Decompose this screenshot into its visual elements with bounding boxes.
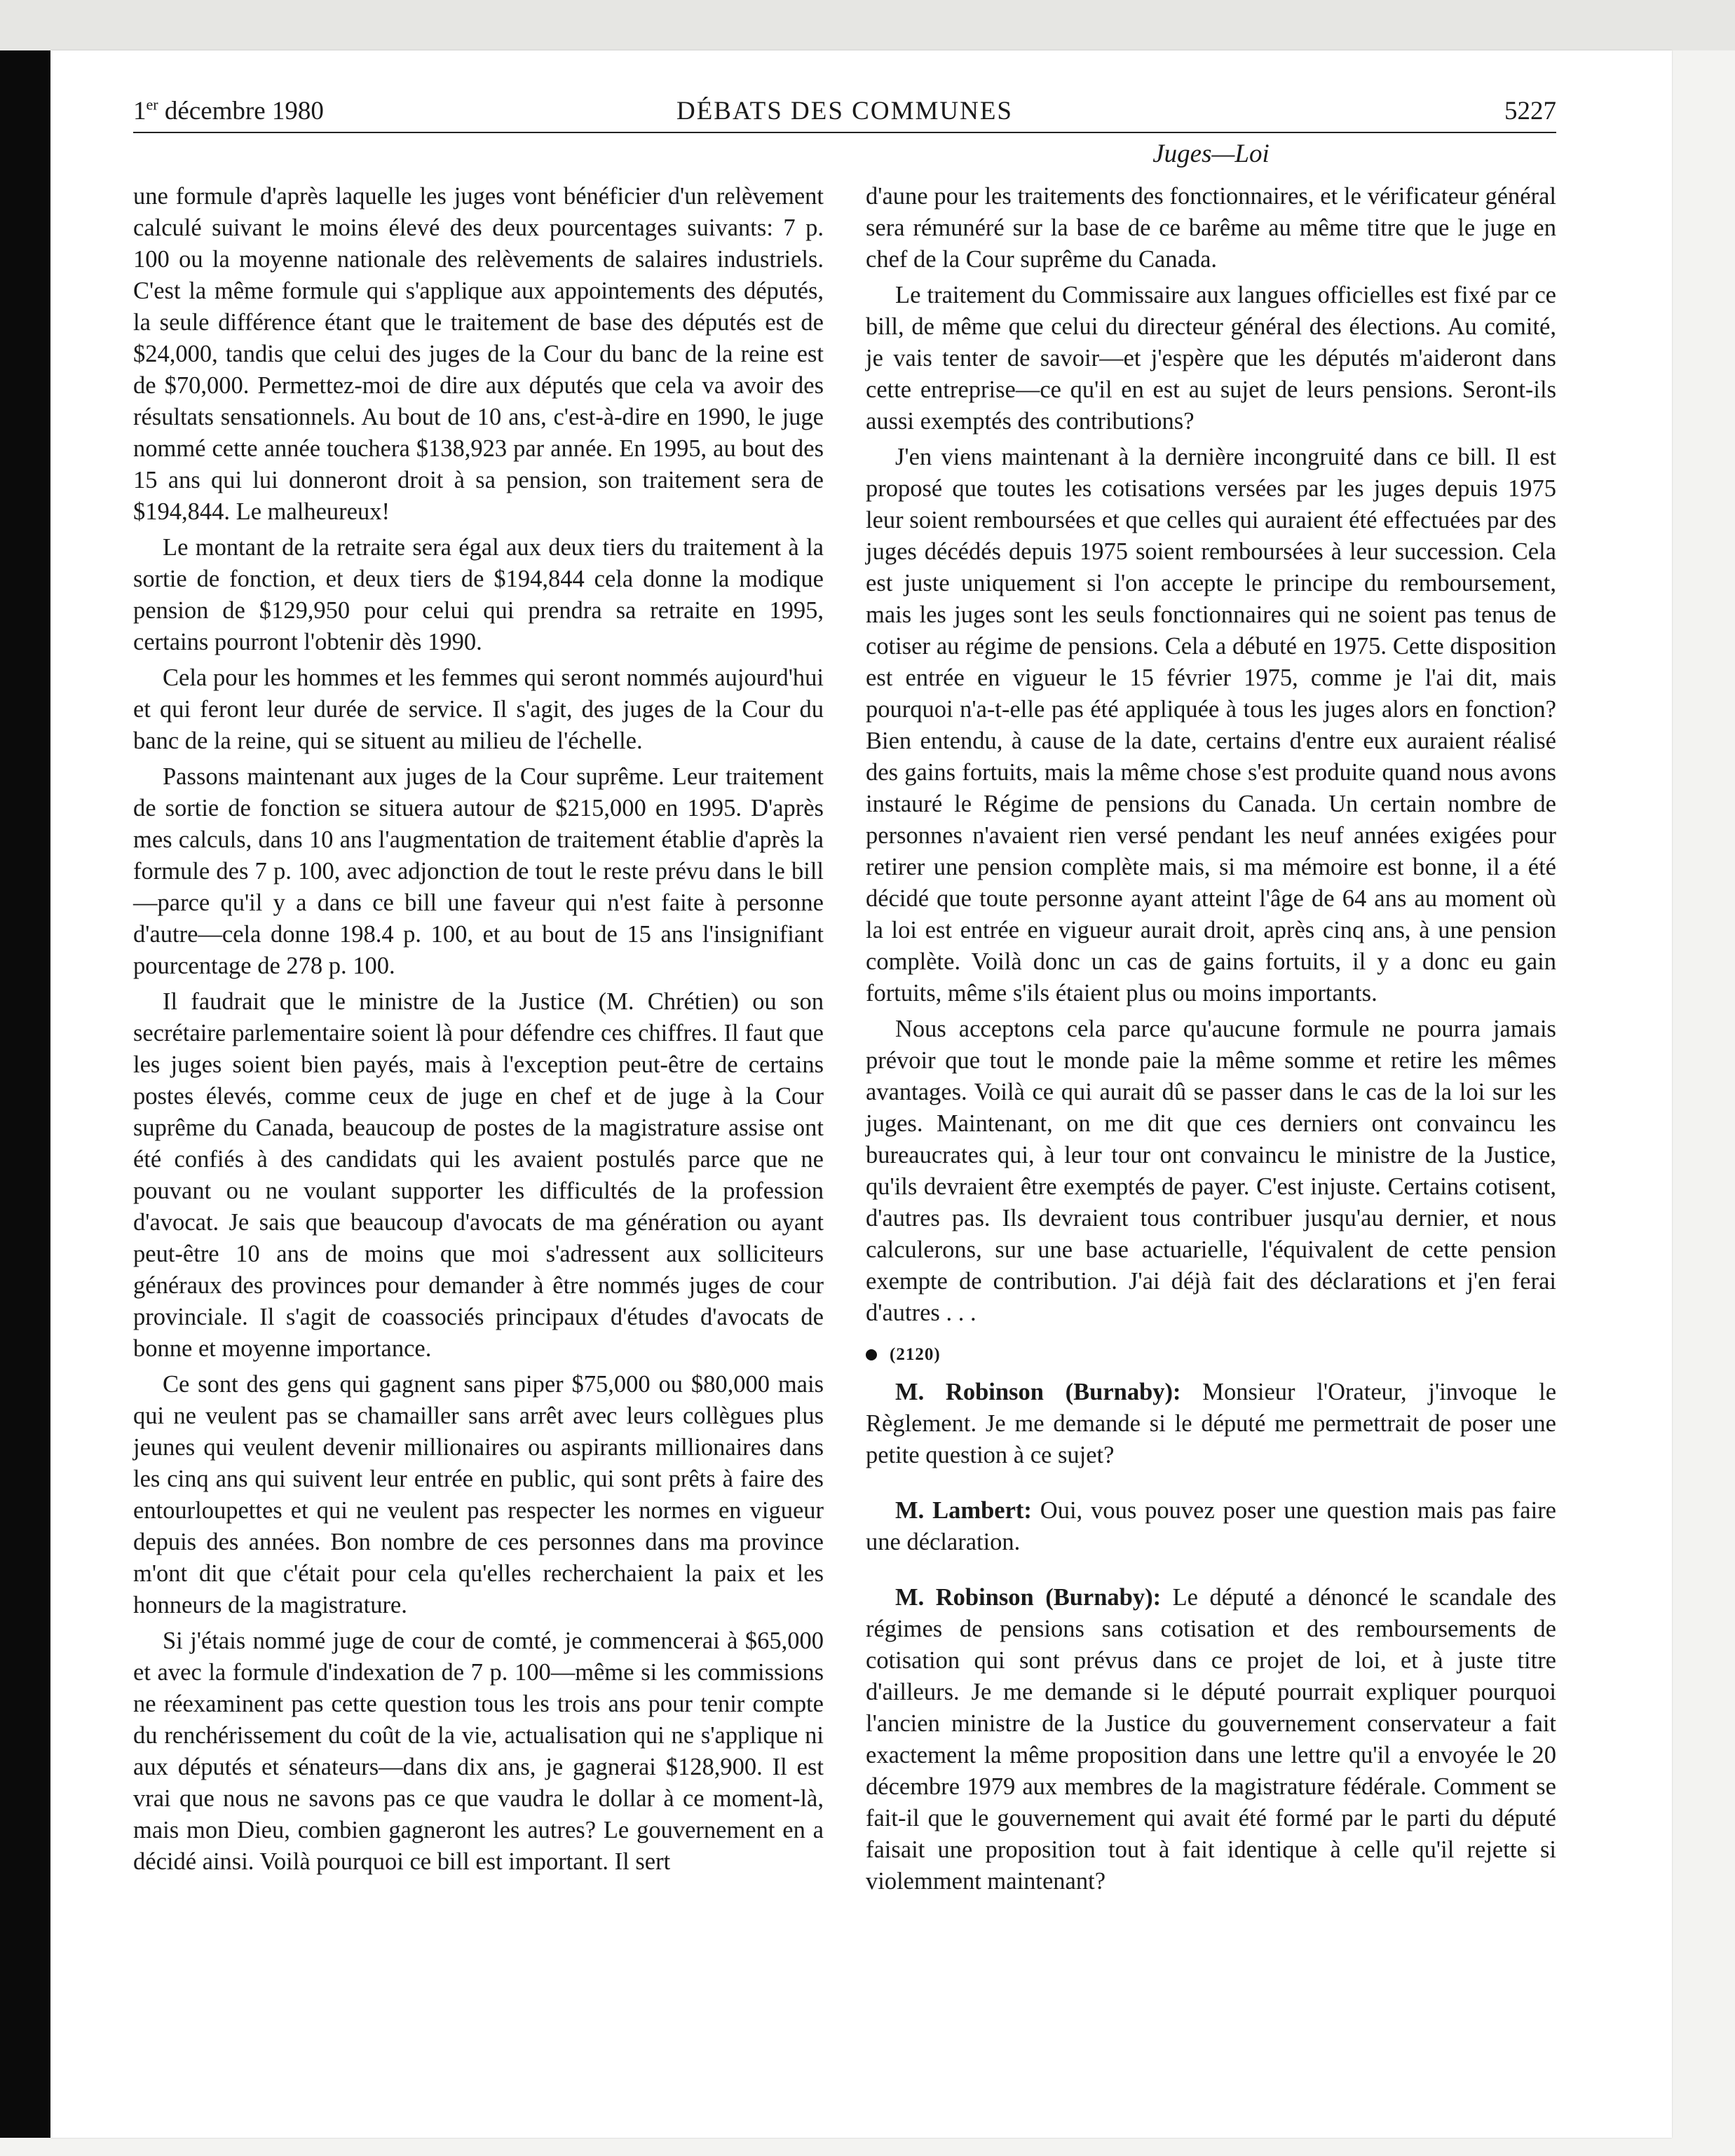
speech-paragraph xyxy=(866,1495,1556,1558)
speaker-name: M. Lambert: xyxy=(895,1497,1032,1524)
page-number: 5227 xyxy=(1504,97,1556,125)
right-column xyxy=(866,181,1556,1902)
paragraph: Si j'étais nommé juge de cour de comté, je commencerai à $65,000 et avec la formule d'indexation de 7 p. 100—même si les commissions ne réexaminent pas cette question tous les trois ans pour tenir compte du renchérissement du coût de la vie, actualisation qui ne s'applique ni aux députés et sénateurs—dans dix ans, je gagnerai $128,900. Il est vrai que nous ne savons pas ce que vaudra le dollar à ce moment-là, mais mon Dieu, combien gagneront les autres? Le gouvernement en a décidé ainsi. Voilà pourquoi ce bill est important. Il sert xyxy=(133,1628,824,1875)
paragraph: une formule d'après laquelle les juges vont bénéficier d'un relèvement calculé suivant le moins élevé des deux pourcentages suivants: 7 p. 100 ou la moyenne nationale des relèvements de salaires industriels. C'est la même formule qui s'applique aux appointements des députés, la seule différence étant que le traitement de base des députés est de $24,000, tandis que celui des juges de la Cour du banc de la reine est de $70,000. Permettez-moi de dire aux députés que cela va avoir des résultats sensationnels. Au bout de 10 ans, c'est-à-dire en 1990, le juge nommé cette année touchera $138,923 par année. En 1995, au bout des 15 ans qui lui donneront droit à sa pension, son traitement sera de $194,844. Le malheureux! xyxy=(133,183,824,525)
paragraph: Cela pour les hommes et les femmes qui seront nommés aujourd'hui et qui feront leur durée de service. Il s'agit, des juges de la Cour du banc de la reine, qui se situent au milieu de l'échelle. xyxy=(133,664,824,754)
section-label: Juges—Loi xyxy=(1152,139,1270,168)
paragraph: Le montant de la retraite sera égal aux deux tiers du traitement à la sortie de fonction, et deux tiers de $194,844 cela donne la modique pension de $129,950 pour celui qui prendra sa retraite en 1995, certains pourront l'obtenir dès 1990. xyxy=(133,534,824,655)
paragraph: Le traitement du Commissaire aux langues officielles est fixé par ce bill, de même que celui du directeur général des élections. Au comité, je vais tenter de savoir—et j'espère que les députés m'aideront dans cette entreprise—ce qu'il en est au sujet de leurs pensions. Seront-ils aussi exemptés des contributions? xyxy=(866,282,1556,435)
time-marker xyxy=(866,1343,1556,1367)
speech-text: Le député a dénoncé le scandale des régimes de pensions sans cotisation et des remboursements de cotisation qui sont prévus dans ce projet de loi, et à juste titre d'ailleurs. Je me demande si le député pourrait expliquer pourquoi l'ancien ministre de la Justice du gouvernement conservateur a fait exactement la même proposition dans une lettre qu'il a envoyée le 20 décembre 1979 aux membres de la magistrature fédérale. Comment se fait-il que le gouvernement qui avait été formé par le parti du député faisait une proposition tout à fait identique à celle qu'il rejette si violemment maintenant? xyxy=(866,1584,1556,1895)
running-header xyxy=(133,91,1556,133)
bullet-icon xyxy=(866,1349,877,1360)
header-title: DÉBATS DES COMMUNES xyxy=(676,97,1013,125)
paragraph: d'aune pour les traitements des fonctionnaires, et le vérificateur général sera rémunéré sur la base de ce barême au même titre que le juge en chef de la Cour suprême du Canada. xyxy=(866,183,1556,273)
paragraph: Ce sont des gens qui gagnent sans piper $75,000 ou $80,000 mais qui ne veulent pas se chamailler sans arrêt avec leurs collègues plus jeunes qui veulent devenir millionaires ou aspirants millionaires dans les cinq ans qui suivent leur entrée en public, qui sont prêts à faire des entourloupettes et qui ne veulent pas respecter les normes en vigueur depuis des années. Bon nombre de ces personnes dans ma province m'ont dit que c'était pour cela qu'elles recherchaient la paix et les honneurs de la magistrature. xyxy=(133,1371,824,1618)
left-column xyxy=(133,181,824,1882)
header-date: 1er décembre 1980 xyxy=(133,95,324,125)
speech-text: Monsieur l'Orateur, j'invoque le Règlement. Je me demande si le député me permettrait de poser une petite question à ce sujet? xyxy=(866,1379,1557,1468)
speaker-name: M. Robinson (Burnaby): xyxy=(895,1584,1162,1611)
speech-paragraph xyxy=(866,1582,1556,1897)
paragraph: Passons maintenant aux juges de la Cour suprême. Leur traitement de sortie de fonction se situera autour de $215,000 en 1995. D'après mes calculs, dans 10 ans l'augmentation de traitement établie d'après la formule des 7 p. 100, avec adjonction de tout le reste prévu dans le bill—parce qu'il y a dans ce bill une faveur qui n'est faite à personne d'autre—cela donne 198.4 p. 100, et au bout de 15 ans l'insignifiant pourcentage de 278 p. 100. xyxy=(133,763,824,979)
speaker-name: M. Robinson (Burnaby): xyxy=(895,1379,1181,1405)
scan-margin-left xyxy=(0,50,50,2138)
paragraph: J'en viens maintenant à la dernière incongruité dans ce bill. Il est proposé que toutes les cotisations versées par les juges depuis 1975 leur soient remboursées et que celles qui auraient été effectuées par des juges décédés depuis 1975 soient remboursées à leur succession. Cela est juste uniquement si l'on accepte le principe du remboursement, mais les juges sont les seuls fonctionnaires qui ne soient pas tenus de cotiser au régime de pensions. Cela a débuté en 1975. Cette disposition est entrée en vigueur le 15 février 1975, comme je l'ai dit, mais pourquoi n'a-t-elle pas été appliquée à tous les juges alors en fonction? Bien entendu, à cause de la date, certains d'entre eux auraient réalisé des gains fortuits, mais la même chose s'est produite quand nous avons instauré le Régime de pensions du Canada. Un certain nombre de personnes n'avaient rien versé pendant les neuf années exigées pour retirer une pension complète mais, si ma mémoire est bonne, il a été décidé que toute personne ayant atteint l'âge de 64 ans au moment où la loi est entrée en vigueur aurait droit, après cinq ans, à une pension complète. Voilà donc un cas de gains fortuits, il y a donc eu gain fortuits, même s'ils étaient plus ou moins importants. xyxy=(866,444,1556,1007)
paragraph: Il faudrait que le ministre de la Justice (M. Chrétien) ou son secrétaire parlementaire soient là pour défendre ces chiffres. Il faut que les juges soient bien payés, mais à l'exception peut-être de certains postes élevés, comme ceux de juge en chef et de juge à la Cour suprême du Canada, beaucoup de postes de la magistrature assise ont été confiés à des candidats qui les avaient postulés parce que ne pouvant ou ne voulant supporter les difficultés de la profession d'avocat. Je sais que beaucoup d'avocats de ma génération ou ayant peut-être 10 ans de moins que moi s'adressent aux solliciteurs généraux des provinces pour demander à être nommés juges de cour provinciale. Il s'agit de coassociés principaux d'études d'avocats de bonne et moyenne importance. xyxy=(133,988,824,1362)
scan-margin-top xyxy=(0,0,1735,50)
speech-text: Oui, vous pouvez poser une question mais pas faire une déclaration. xyxy=(866,1497,1556,1555)
paragraph: Nous acceptons cela parce qu'aucune formule ne pourra jamais prévoir que tout le monde paie la même somme et retire les mêmes avantages. Voilà ce qui aurait dû se passer dans le cas de la loi sur les juges. Maintenant, on me dit que ces derniers ont convaincu les bureaucrates qui, à leur tour ont convaincu le ministre de la Justice, qu'ils devraient être exemptés de payer. C'est injuste. Certains cotisent, d'autres pas. Ils devraient tous contribuer jusqu'au dernier, et nous calculerons, sur une base actuarielle, l'équivalent de cette pension exempte de contribution. J'ai déjà fait des déclarations et j'en ferai d'autres . . . xyxy=(866,1016,1556,1326)
speech-paragraph xyxy=(866,1377,1556,1471)
time-marker-text: (2120) xyxy=(890,1345,941,1364)
